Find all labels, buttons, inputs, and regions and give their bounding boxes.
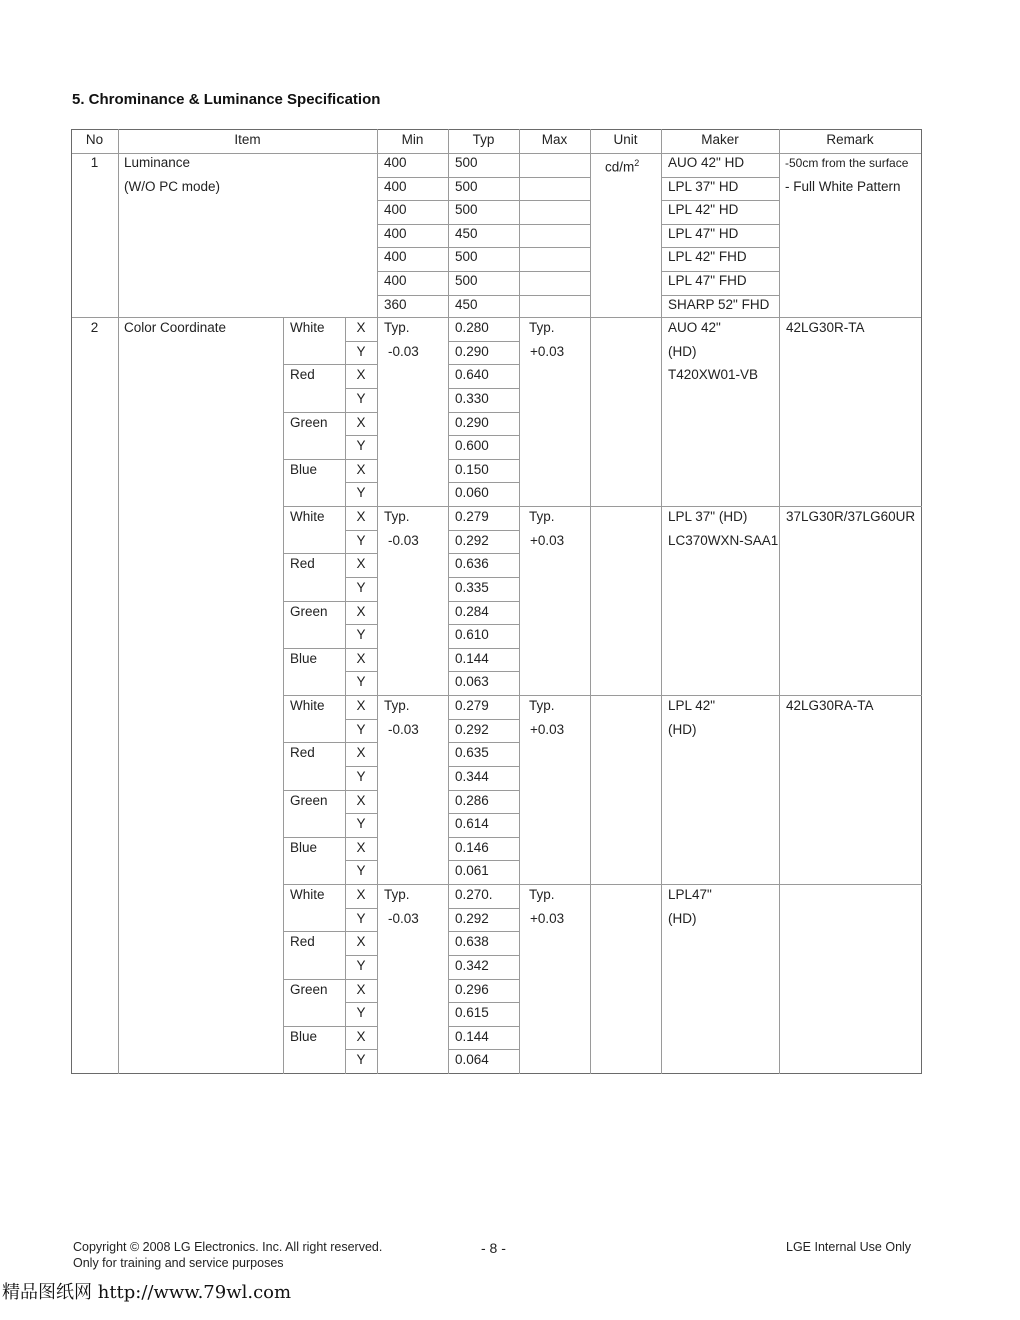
header-typ: Typ xyxy=(472,132,495,147)
tolerance-max-label: Typ. xyxy=(529,698,555,713)
coord-x-value: 0.144 xyxy=(455,1028,489,1044)
color-maker-value: LPL47" xyxy=(668,887,712,902)
lum-min-value: 400 xyxy=(384,202,407,218)
coord-x-value: 0.270. xyxy=(455,887,493,902)
tolerance-max-label: Typ. xyxy=(529,887,555,902)
grid-line xyxy=(377,247,591,248)
coord-y-value: 0.342 xyxy=(455,957,489,973)
coord-y-value: 0.290 xyxy=(455,343,489,359)
color-remark-model: 37LG30R/37LG60UR xyxy=(786,509,916,524)
grid-line xyxy=(448,955,520,956)
grid-line xyxy=(448,601,520,602)
tolerance-min-label: Typ. xyxy=(384,509,410,524)
axis-y-label: Y xyxy=(356,674,366,690)
lum-typ-value: 500 xyxy=(455,155,478,170)
axis-y-label: Y xyxy=(356,532,366,548)
color-maker-value: LC370WXN-SAA1 xyxy=(668,532,779,548)
grid-line xyxy=(345,719,378,720)
grid-line xyxy=(377,200,591,201)
grid-line xyxy=(345,671,378,672)
grid-line xyxy=(448,1002,520,1003)
axis-x-label: X xyxy=(356,650,366,666)
color-name-label: White xyxy=(290,509,325,524)
grid-line xyxy=(345,482,378,483)
tolerance-min-value: -0.03 xyxy=(388,343,419,359)
color-maker-value: (HD) xyxy=(668,721,697,737)
grid-line xyxy=(448,388,520,389)
tolerance-min-value: -0.03 xyxy=(388,721,419,737)
grid-line xyxy=(448,1049,520,1050)
tolerance-min-label: Typ. xyxy=(384,698,410,713)
coord-y-value: 0.615 xyxy=(455,1005,489,1021)
color-name-label: White xyxy=(290,320,325,335)
tolerance-min-value: -0.03 xyxy=(388,910,419,926)
lum-remark-pattern: - Full White Pattern xyxy=(785,178,901,194)
lum-min-value: 400 xyxy=(384,178,407,194)
coord-x-value: 0.640 xyxy=(455,367,489,383)
axis-y-label: Y xyxy=(356,438,366,454)
section-title: 5. Chrominance & Luminance Specification xyxy=(72,91,381,108)
header-min: Min xyxy=(401,132,424,147)
lum-typ-value: 500 xyxy=(455,202,478,218)
grid-line xyxy=(448,908,520,909)
grid-line xyxy=(448,742,520,743)
tolerance-max-value: +0.03 xyxy=(530,343,565,359)
grid-line xyxy=(345,577,378,578)
axis-x-label: X xyxy=(356,839,366,855)
tolerance-max-label: Typ. xyxy=(529,320,555,335)
grid-line xyxy=(377,177,591,178)
grid-line xyxy=(448,530,520,531)
coord-y-value: 0.600 xyxy=(455,438,489,454)
axis-x-label: X xyxy=(356,320,366,335)
color-maker-value: LPL 37" (HD) xyxy=(668,509,748,524)
color-name-label: Green xyxy=(290,792,328,808)
lum-min-value: 400 xyxy=(384,225,407,241)
color-remark-model: 42LG30R-TA xyxy=(786,320,865,335)
grid-line xyxy=(283,1026,378,1027)
grid-line xyxy=(448,648,520,649)
color-name-label: Red xyxy=(290,556,315,572)
coord-y-value: 0.330 xyxy=(455,390,489,406)
grid-line xyxy=(71,317,922,318)
lum-min-value: 360 xyxy=(384,296,407,312)
grid-line xyxy=(283,459,378,460)
color-maker-value: (HD) xyxy=(668,343,697,359)
coord-x-value: 0.296 xyxy=(455,981,489,997)
coord-y-value: 0.614 xyxy=(455,816,489,832)
tolerance-max-value: +0.03 xyxy=(530,532,565,548)
grid-line xyxy=(448,719,520,720)
grid-line xyxy=(283,979,378,980)
grid-line xyxy=(283,884,922,885)
color-item: Color Coordinate xyxy=(124,320,227,335)
tolerance-min-label: Typ. xyxy=(384,320,410,335)
coord-x-value: 0.279 xyxy=(455,698,489,713)
coord-y-value: 0.610 xyxy=(455,627,489,643)
grid-line xyxy=(71,1073,922,1074)
grid-line xyxy=(71,153,922,154)
grid-line xyxy=(283,601,378,602)
tolerance-min-value: -0.03 xyxy=(388,532,419,548)
axis-y-label: Y xyxy=(356,1005,366,1021)
lum-maker-value: LPL 47" HD xyxy=(668,225,739,241)
tolerance-max-value: +0.03 xyxy=(530,721,565,737)
grid-line xyxy=(448,860,520,861)
axis-y-label: Y xyxy=(356,343,366,359)
axis-y-label: Y xyxy=(356,816,366,832)
lum-typ-value: 450 xyxy=(455,296,478,312)
lum-unit-exponent: 2 xyxy=(634,158,640,168)
color-maker-value: T420XW01-VB xyxy=(668,367,759,383)
grid-line xyxy=(448,435,520,436)
grid-line xyxy=(118,129,119,1074)
grid-line xyxy=(448,979,520,980)
grid-line xyxy=(448,482,520,483)
axis-x-label: X xyxy=(356,698,366,713)
grid-line xyxy=(448,412,520,413)
coord-y-value: 0.061 xyxy=(455,863,489,879)
axis-x-label: X xyxy=(356,792,366,808)
grid-line xyxy=(283,412,378,413)
color-remark-model: 42LG30RA-TA xyxy=(786,698,874,713)
grid-line xyxy=(448,671,520,672)
coord-x-value: 0.144 xyxy=(455,650,489,666)
grid-line xyxy=(921,129,922,1074)
grid-line xyxy=(345,530,378,531)
grid-line xyxy=(448,766,520,767)
grid-line xyxy=(448,364,520,365)
grid-line xyxy=(448,341,520,342)
grid-line xyxy=(448,553,520,554)
grid-line xyxy=(661,295,780,296)
coord-x-value: 0.635 xyxy=(455,745,489,761)
lum-unit xyxy=(605,155,639,176)
color-name-label: Red xyxy=(290,745,315,761)
coord-y-value: 0.064 xyxy=(455,1052,489,1068)
footer-copyright: Copyright © 2008 LG Electronics. Inc. All right reserved. xyxy=(73,1240,383,1254)
grid-line xyxy=(448,813,520,814)
coord-x-value: 0.636 xyxy=(455,556,489,572)
grid-line xyxy=(345,955,378,956)
axis-y-label: Y xyxy=(356,910,366,926)
grid-line xyxy=(661,200,780,201)
grid-line xyxy=(377,224,591,225)
grid-line xyxy=(345,813,378,814)
coord-y-value: 0.292 xyxy=(455,910,489,926)
color-name-label: Blue xyxy=(290,1028,318,1044)
axis-y-label: Y xyxy=(356,957,366,973)
coord-y-value: 0.344 xyxy=(455,768,489,784)
grid-line xyxy=(283,790,378,791)
lum-typ-value: 450 xyxy=(455,225,478,241)
axis-y-label: Y xyxy=(356,1052,366,1068)
watermark-text: 精品图纸网 http://www.79wl.com xyxy=(2,1282,292,1303)
coord-y-value: 0.335 xyxy=(455,579,489,595)
coord-x-value: 0.280 xyxy=(455,320,489,335)
coord-y-value: 0.292 xyxy=(455,532,489,548)
grid-line xyxy=(71,129,72,1074)
grid-line xyxy=(283,695,922,696)
axis-x-label: X xyxy=(356,461,366,477)
grid-line xyxy=(345,388,378,389)
lum-min-value: 400 xyxy=(384,155,407,170)
axis-x-label: X xyxy=(356,509,366,524)
color-name-label: Blue xyxy=(290,839,318,855)
grid-line xyxy=(345,1049,378,1050)
grid-line xyxy=(377,295,591,296)
color-maker-value: (HD) xyxy=(668,910,697,926)
grid-line xyxy=(448,459,520,460)
color-maker-value: LPL 42" xyxy=(668,698,716,713)
coord-x-value: 0.290 xyxy=(455,414,489,430)
color-name-label: Green xyxy=(290,981,328,997)
axis-y-label: Y xyxy=(356,627,366,643)
color-name-label: Green xyxy=(290,414,328,430)
lum-typ-value: 500 xyxy=(455,249,478,265)
grid-line xyxy=(448,624,520,625)
axis-x-label: X xyxy=(356,934,366,950)
grid-line xyxy=(71,129,922,130)
axis-y-label: Y xyxy=(356,390,366,406)
grid-line xyxy=(448,931,520,932)
axis-x-label: X xyxy=(356,981,366,997)
grid-line xyxy=(377,271,591,272)
lum-item-sub: (W/O PC mode) xyxy=(124,178,221,194)
footer-internal: LGE Internal Use Only xyxy=(786,1240,912,1254)
coord-x-value: 0.150 xyxy=(455,461,489,477)
grid-line xyxy=(345,860,378,861)
coord-x-value: 0.638 xyxy=(455,934,489,950)
color-no: 2 xyxy=(90,320,99,335)
coord-x-value: 0.284 xyxy=(455,603,489,619)
grid-line xyxy=(345,435,378,436)
tolerance-min-label: Typ. xyxy=(384,887,410,902)
coord-y-value: 0.063 xyxy=(455,674,489,690)
coord-y-value: 0.292 xyxy=(455,721,489,737)
grid-line xyxy=(661,224,780,225)
lum-maker-value: LPL 47" FHD xyxy=(668,273,747,288)
header-maker: Maker xyxy=(701,132,739,147)
grid-line xyxy=(283,742,378,743)
lum-no: 1 xyxy=(90,155,99,170)
axis-y-label: Y xyxy=(356,485,366,501)
grid-line xyxy=(283,837,378,838)
color-name-label: Blue xyxy=(290,650,318,666)
grid-line xyxy=(661,177,780,178)
tolerance-max-label: Typ. xyxy=(529,509,555,524)
coord-y-value: 0.060 xyxy=(455,485,489,501)
axis-x-label: X xyxy=(356,745,366,761)
lum-typ-value: 500 xyxy=(455,273,478,288)
axis-x-label: X xyxy=(356,603,366,619)
grid-line xyxy=(283,931,378,932)
axis-y-label: Y xyxy=(356,863,366,879)
header-item: Item xyxy=(234,132,261,147)
lum-maker-value: LPL 42" HD xyxy=(668,202,739,218)
lum-remark-distance: -50cm from the surface xyxy=(785,156,909,170)
axis-y-label: Y xyxy=(356,721,366,737)
grid-line xyxy=(345,908,378,909)
coord-x-value: 0.286 xyxy=(455,792,489,808)
axis-x-label: X xyxy=(356,414,366,430)
color-name-label: White xyxy=(290,887,325,902)
header-unit: Unit xyxy=(613,132,638,147)
header-remark: Remark xyxy=(826,132,874,147)
lum-maker-value: LPL 42" FHD xyxy=(668,249,747,265)
axis-x-label: X xyxy=(356,1028,366,1044)
lum-maker-value: LPL 37" HD xyxy=(668,178,739,194)
grid-line xyxy=(448,1026,520,1027)
lum-typ-value: 500 xyxy=(455,178,478,194)
lum-maker-value: SHARP 52" FHD xyxy=(668,296,770,312)
header-max: Max xyxy=(541,132,568,147)
grid-line xyxy=(283,364,378,365)
grid-line xyxy=(283,648,378,649)
grid-line xyxy=(448,790,520,791)
lum-min-value: 400 xyxy=(384,249,407,265)
footer-purpose: Only for training and service purposes xyxy=(73,1256,284,1270)
axis-x-label: X xyxy=(356,556,366,572)
grid-line xyxy=(345,1002,378,1003)
grid-line xyxy=(345,341,378,342)
tolerance-max-value: +0.03 xyxy=(530,910,565,926)
grid-line xyxy=(283,506,922,507)
coord-x-value: 0.279 xyxy=(455,509,489,524)
lum-maker-value: AUO 42" HD xyxy=(668,155,745,170)
axis-x-label: X xyxy=(356,887,366,902)
color-name-label: Red xyxy=(290,934,315,950)
coord-x-value: 0.146 xyxy=(455,839,489,855)
color-name-label: Red xyxy=(290,367,315,383)
grid-line xyxy=(661,271,780,272)
footer-page-number: - 8 - xyxy=(481,1240,506,1256)
grid-line xyxy=(283,553,378,554)
header-no: No xyxy=(85,132,104,147)
grid-line xyxy=(448,837,520,838)
grid-line xyxy=(345,624,378,625)
grid-line xyxy=(661,247,780,248)
axis-y-label: Y xyxy=(356,579,366,595)
lum-unit-base: cd/m xyxy=(605,159,635,175)
lum-item: Luminance xyxy=(124,155,191,170)
lum-min-value: 400 xyxy=(384,273,407,288)
axis-y-label: Y xyxy=(356,768,366,784)
grid-line xyxy=(345,766,378,767)
axis-x-label: X xyxy=(356,367,366,383)
color-name-label: Green xyxy=(290,603,328,619)
color-maker-value: AUO 42" xyxy=(668,320,721,335)
color-name-label: Blue xyxy=(290,461,318,477)
grid-line xyxy=(448,577,520,578)
color-name-label: White xyxy=(290,698,325,713)
